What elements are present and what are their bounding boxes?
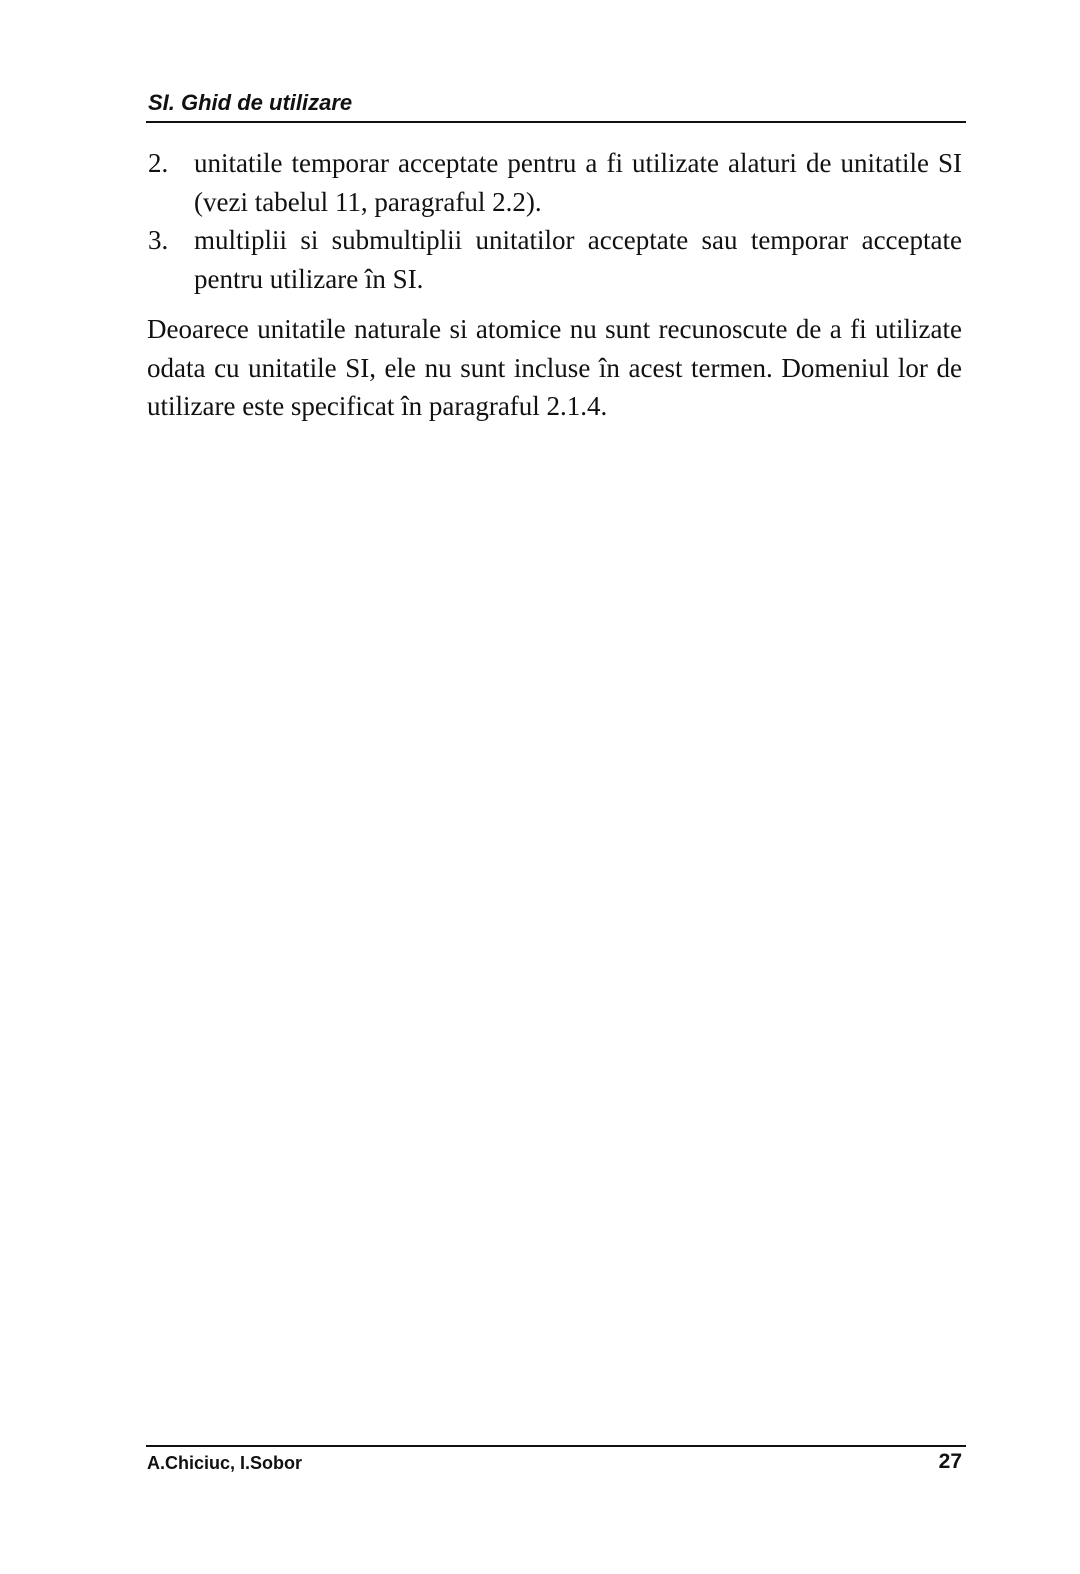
list-item-text: multiplii si submultiplii unitatilor acceptate sau temporar acceptate pentru utilizare în SI. bbox=[194, 225, 962, 294]
list-item-number: 3. bbox=[148, 225, 169, 255]
footer-row bbox=[146, 1447, 966, 1474]
page-body bbox=[146, 144, 962, 426]
header-divider bbox=[146, 121, 966, 123]
list-item bbox=[146, 221, 962, 298]
list-item bbox=[146, 144, 962, 221]
numbered-list bbox=[146, 144, 962, 298]
list-item-text: unitatile temporar acceptate pentru a fi utilizate alaturi de unitatile SI (vezi tabelul 11, paragraful 2.2). bbox=[194, 148, 962, 217]
body-paragraph: Deoarece unitatile naturale si atomice nu sunt recunoscute de a fi utilizate odata cu unitatile SI, ele nu sunt incluse în acest termen. Domeniul lor de utilizare este specificat în paragraful 2.1.4. bbox=[147, 314, 962, 421]
page-header bbox=[146, 88, 966, 123]
running-header-title: SI. Ghid de utilizare bbox=[148, 90, 353, 115]
page-footer bbox=[146, 1445, 966, 1474]
page-number: 27 bbox=[938, 1450, 962, 1473]
footer-authors: A.Chiciuc, I.Sobor bbox=[147, 1453, 303, 1473]
list-item-number: 2. bbox=[148, 148, 169, 178]
